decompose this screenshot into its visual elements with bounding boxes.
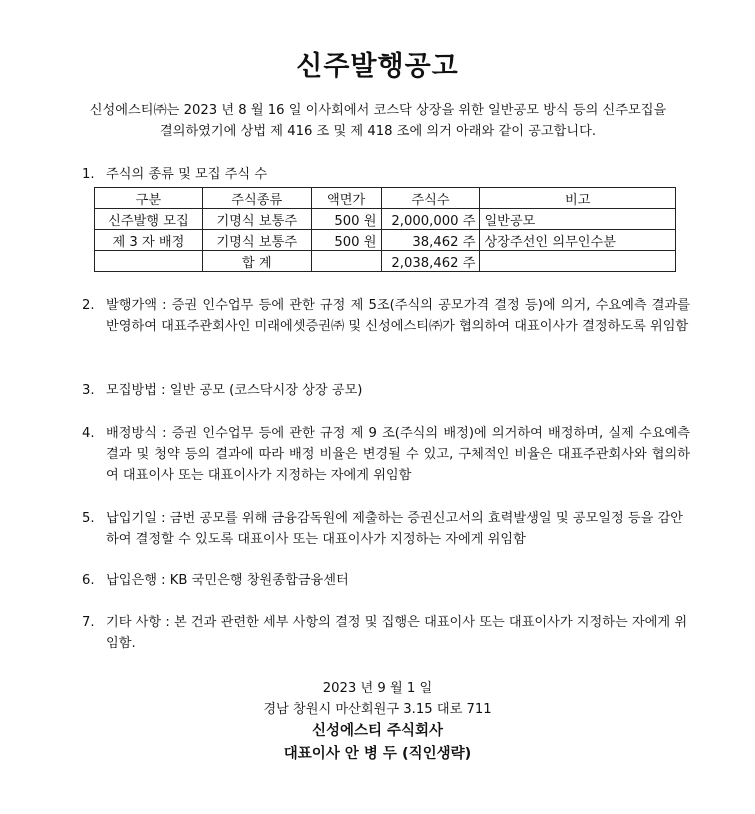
table-cell: 신주발행 모집 bbox=[95, 209, 203, 230]
table-cell: 38,462 주 bbox=[381, 230, 480, 251]
table-cell: 합 계 bbox=[202, 251, 311, 272]
item-text: 납입기일 : 금번 공모를 위해 금융감독원에 제출하는 증권신고서의 효력발생일 및 공모일정 등을 감안하여 결정할 수 있도록 대표이사 또는 대표이사가 지정하는 자에게 위임함 bbox=[106, 511, 684, 547]
item-number: 7. bbox=[82, 615, 95, 630]
column-header: 주식수 bbox=[381, 188, 480, 209]
company-name: 신성에스티 주식회사 bbox=[311, 723, 444, 739]
table-row bbox=[95, 230, 676, 251]
table-header-row bbox=[95, 188, 676, 209]
list-item-4 bbox=[82, 423, 690, 486]
item-text: 주식의 종류 및 모집 주식 수 bbox=[106, 167, 268, 182]
shares-table bbox=[94, 187, 676, 272]
table-total-row bbox=[95, 251, 676, 272]
list-item-5 bbox=[82, 508, 690, 550]
item-text: 배정방식 : 증권 인수업무 등에 관한 규정 제 9 조(주식의 배정)에 의거하여 배정하며, 실제 수요예측 결과 및 청약 등의 결과에 따라 배정 비율은 변경될 수 있고, 구체적인 비율은 대표주관회사와 협의하여 대표이사 또는 대표이사가 지정하는 자에게 위임함 bbox=[106, 426, 690, 483]
column-header: 주식종류 bbox=[202, 188, 311, 209]
intro-line: 결의하였기에 상법 제 416 조 및 제 418 조에 의거 아래와 같이 공고합니다. bbox=[159, 124, 597, 139]
table-row bbox=[95, 209, 676, 230]
item-number: 1. bbox=[82, 167, 95, 182]
company-address: 경남 창원시 마산회원구 3.15 대로 711 bbox=[263, 702, 492, 717]
list-item-7 bbox=[82, 612, 690, 654]
list-item-1 bbox=[82, 164, 690, 185]
table-cell: 기명식 보통주 bbox=[202, 209, 311, 230]
table-cell bbox=[95, 251, 203, 272]
table-cell bbox=[311, 251, 381, 272]
column-header: 비고 bbox=[480, 188, 676, 209]
item-text: 기타 사항 : 본 건과 관련한 세부 사항의 결정 및 집행은 대표이사 또는 대표이사가 지정하는 자에게 위임함. bbox=[106, 615, 688, 651]
item-number: 6. bbox=[82, 573, 95, 588]
table-cell bbox=[480, 251, 676, 272]
notice-date: 2023 년 9 월 1 일 bbox=[322, 681, 433, 696]
table-cell: 500 원 bbox=[311, 230, 381, 251]
ceo-signature-line: 대표이사 안 병 두 (직인생략) bbox=[283, 746, 472, 762]
table-cell: 2,038,462 주 bbox=[381, 251, 480, 272]
item-number: 4. bbox=[82, 426, 95, 441]
item-number: 3. bbox=[82, 383, 95, 398]
list-item-3 bbox=[82, 380, 690, 401]
item-text: 납입은행 : KB 국민은행 창원종합금융센터 bbox=[106, 573, 349, 588]
list-item-6 bbox=[82, 570, 690, 591]
table-cell: 기명식 보통주 bbox=[202, 230, 311, 251]
column-header: 구분 bbox=[95, 188, 203, 209]
table-cell: 상장주선인 의무인수분 bbox=[480, 230, 676, 251]
item-number: 2. bbox=[82, 298, 95, 313]
item-text: 발행가액 : 증권 인수업무 등에 관한 규정 제 5조(주식의 공모가격 결정 등)에 의거, 수요예측 결과를 반영하여 대표주관회사인 미래에셋증권㈜ 및 신성에스티㈜가 협의하여 대표이사가 결정하도록 위임함 bbox=[106, 298, 690, 334]
intro-paragraph bbox=[58, 100, 698, 142]
column-header: 액면가 bbox=[311, 188, 381, 209]
table-cell: 일반공모 bbox=[480, 209, 676, 230]
item-text: 모집방법 : 일반 공모 (코스닥시장 상장 공모) bbox=[106, 383, 363, 398]
table-cell: 제 3 자 배정 bbox=[95, 230, 203, 251]
table-cell: 500 원 bbox=[311, 209, 381, 230]
item-number: 5. bbox=[82, 511, 95, 526]
table-cell: 2,000,000 주 bbox=[381, 209, 480, 230]
page-title: 신주발행공고 bbox=[296, 51, 459, 82]
list-item-2 bbox=[82, 295, 690, 337]
intro-line: 신성에스티㈜는 2023 년 8 월 16 일 이사회에서 코스닥 상장을 위한 일반공모 방식 등의 신주모집을 bbox=[89, 103, 667, 118]
